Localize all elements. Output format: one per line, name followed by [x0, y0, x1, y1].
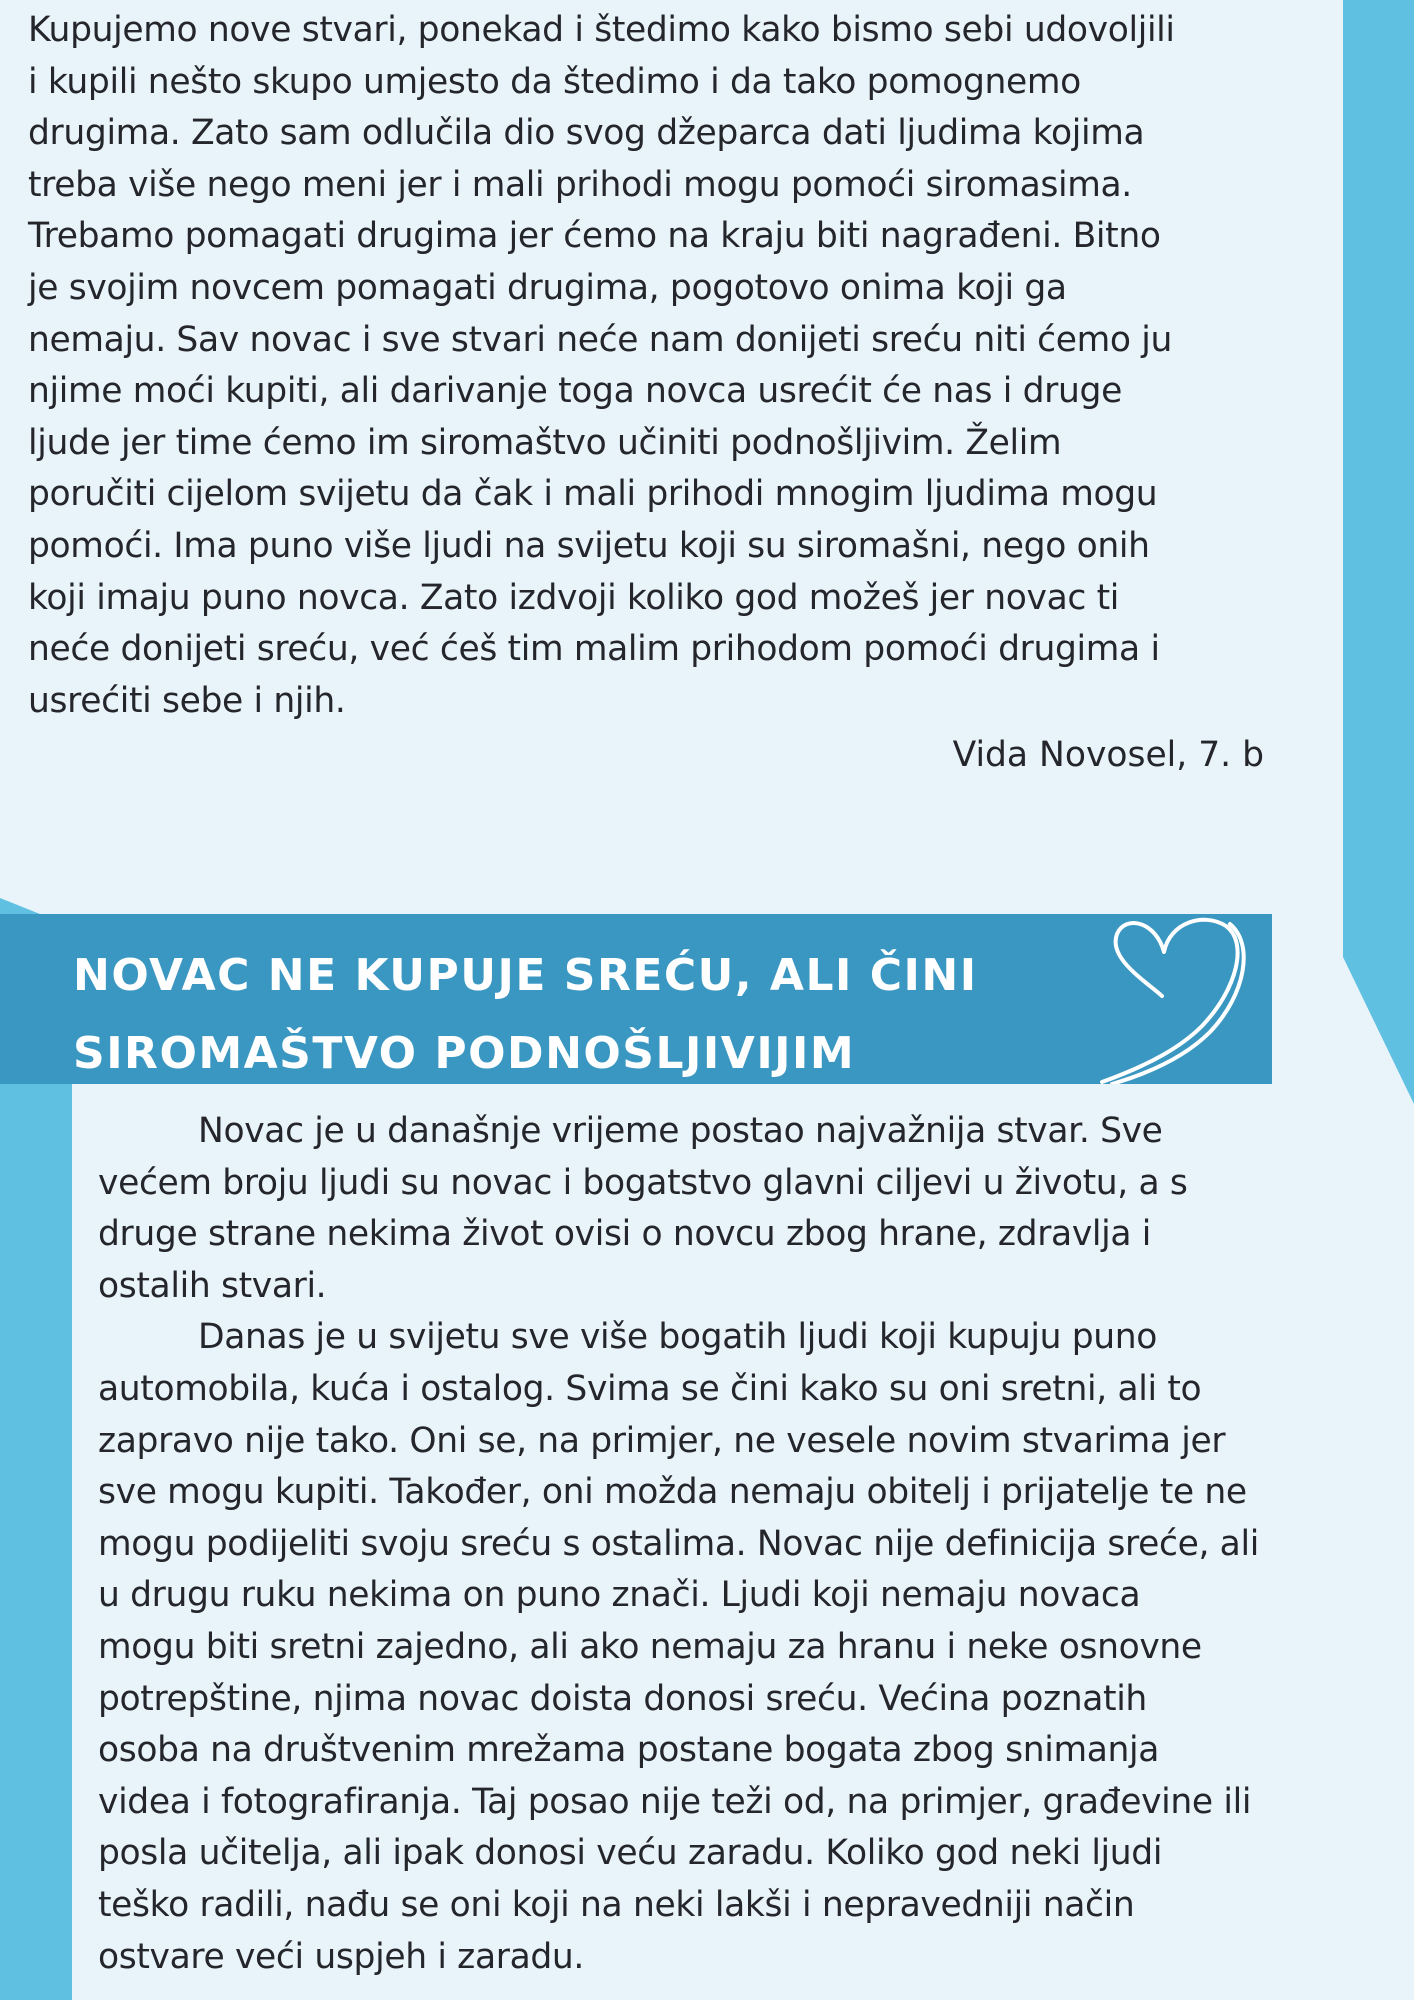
heart-outline-icon [1098, 914, 1250, 1084]
text-line: druge strane nekima život ovisi o novcu zbog hrane, zdravlja i [98, 1214, 1152, 1255]
text-line: Kupujemo nove stvari, ponekad i štedimo kako bismo sebi udovoljili [28, 10, 1175, 50]
text-line: mogu podijeliti svoju sreću s ostalima. Novac nije definicija sreće, ali [98, 1523, 1259, 1564]
text-line: Trebamo pomagati drugima jer ćemo na kraju biti nagrađeni. Bitno [28, 216, 1161, 257]
title-line: SIROMAŠTVO PODNOŠLJIVIJIM [73, 1028, 856, 1079]
paragraph-start: Danas je u svijetu sve više bogatih ljudi koji kupuju puno [198, 1317, 1158, 1358]
text-line: većem broju ljudi su novac i bogatstvo glavni ciljevi u životu, a s [98, 1162, 1188, 1203]
text-line: osoba na društvenim mrežama postane bogata zbog snimanja [98, 1730, 1160, 1771]
author-signature: Vida Novosel, 7. b [952, 735, 1264, 775]
text-line: ostalih stvari. [98, 1265, 327, 1306]
text-line: pomoći. Ima puno više ljudi na svijetu koji su siromašni, nego onih [28, 525, 1150, 566]
text-line: drugima. Zato sam odlučila dio svog džeparca dati ljudima kojima [28, 113, 1145, 154]
text-line: nemaju. Sav novac i sve stvari neće nam donijeti sreću niti ćemo ju [28, 319, 1173, 360]
text-line: njime moći kupiti, ali darivanje toga novca usrećit će nas i druge [28, 371, 1122, 412]
right-decorative-strip [1343, 0, 1414, 1104]
text-line: automobila, kuća i ostalog. Svima se čini kako su oni sretni, ali to [98, 1368, 1202, 1409]
title-line: NOVAC NE KUPUJE SREĆU, ALI ČINI [73, 950, 978, 1001]
text-line: mogu biti sretni zajedno, ali ako nemaju za hranu i neke osnovne [98, 1626, 1202, 1667]
text-line: ostvare veći uspjeh i zaradu. [98, 1936, 585, 1977]
top-paragraph [28, 5, 1175, 727]
text-line: teško radili, nađu se oni koji na neki lakši i nepravedniji način [98, 1884, 1135, 1925]
text-line [98, 1312, 1259, 1364]
paragraph-start: Novac je u današnje vrijeme postao najvažnija stvar. Sve [198, 1111, 1163, 1151]
text-line: usrećiti sebe i njih. [28, 680, 346, 721]
text-line: neće donijeti sreću, već ćeš tim malim prihodom pomoći drugima i [28, 629, 1160, 670]
article-title [73, 937, 978, 1093]
text-line: videa i fotografiranja. Taj posao nije teži od, na primjer, građevine ili [98, 1781, 1252, 1822]
text-line: i kupili nešto skupo umjesto da štedimo i da tako pomognemo [28, 61, 1081, 102]
text-line: zapravo nije tako. Oni se, na primjer, ne vesele novim stvarima jer [98, 1420, 1226, 1461]
text-line: posla učitelja, ali ipak donosi veću zaradu. Koliko god neki ljudi [98, 1833, 1163, 1874]
text-line: poručiti cijelom svijetu da čak i mali prihodi mnogim ljudima mogu [28, 474, 1158, 515]
text-line: je svojim novcem pomagati drugima, pogotovo onima koji ga [28, 267, 1067, 308]
text-line: treba više nego meni jer i mali prihodi mogu pomoći siromasima. [28, 164, 1132, 205]
text-line: koji imaju puno novca. Zato izdvoji koliko god možeš jer novac ti [28, 577, 1120, 618]
text-line: sve mogu kupiti. Također, oni možda nemaju obitelj i prijatelje te ne [98, 1472, 1247, 1513]
text-line [98, 1106, 1259, 1158]
text-line: potrepštine, njima novac doista donosi sreću. Većina poznatih [98, 1678, 1147, 1719]
article-body [98, 1106, 1259, 1983]
text-line: ljude jer time ćemo im siromaštvo učiniti podnošljivim. Želim [28, 422, 1062, 463]
text-line: u drugu ruku nekima on puno znači. Ljudi koji nemaju novaca [98, 1575, 1141, 1616]
